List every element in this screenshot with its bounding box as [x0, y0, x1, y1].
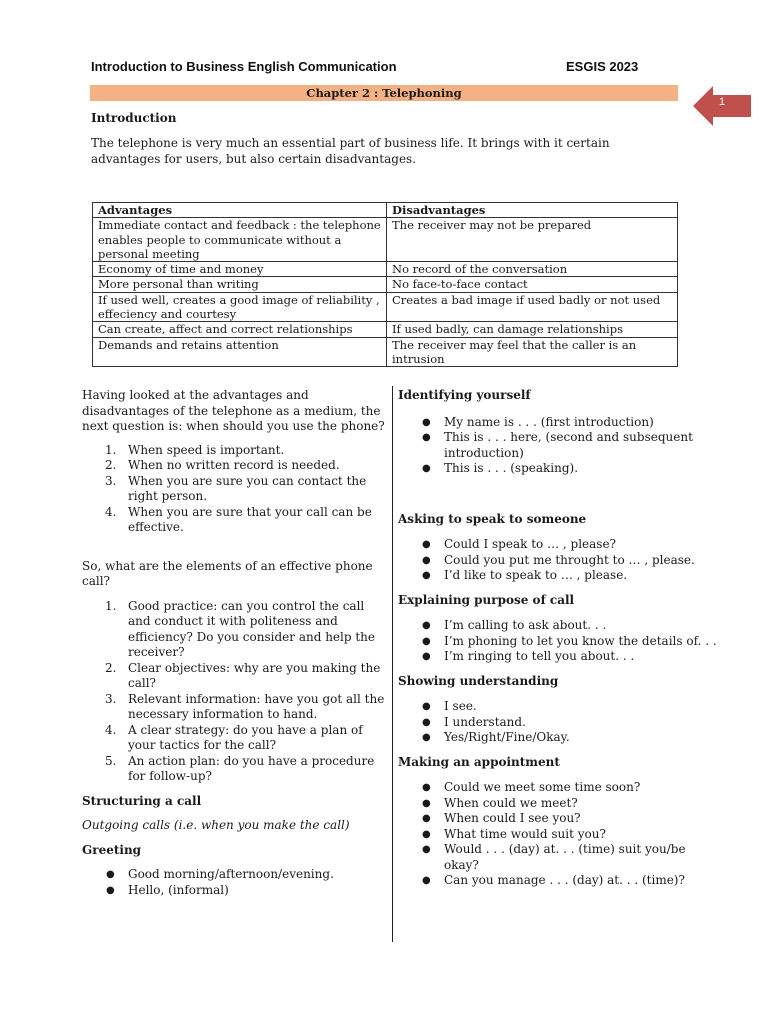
table-cell: Demands and retains attention	[93, 337, 387, 367]
list-item: 1. When speed is important.	[105, 442, 285, 457]
document-header-title: Introduction to Business English Communication	[91, 59, 397, 74]
table-cell: Economy of time and money	[93, 262, 387, 277]
list-item: ● Could you put me throught to … , please.	[422, 552, 695, 567]
identifying-list	[398, 415, 718, 477]
left-column	[82, 388, 387, 898]
table-row	[93, 337, 678, 367]
list-item: ● Hello, (informal)	[106, 882, 229, 897]
list-item: 1. Good practice: can you control the call and conduct it with politeness and efficiency? Do you consider and help the receiver?	[105, 598, 376, 659]
list-item: ● My name is . . . (first introduction)	[422, 414, 654, 429]
advantages-disadvantages-table	[92, 202, 678, 367]
structuring-heading: Structuring a call	[82, 793, 202, 808]
table-header-disadvantages: Disadvantages	[387, 203, 678, 218]
table-header-row	[93, 203, 678, 218]
list-item: 2. Clear objectives: why are you making the call?	[105, 660, 381, 690]
table-cell: No face-to-face contact	[387, 277, 678, 292]
table-header-advantages: Advantages	[93, 203, 387, 218]
list-item: ● Could I speak to … , please?	[422, 537, 616, 551]
identifying-heading: Identifying yourself	[398, 388, 531, 402]
table-cell: If used badly, can damage relationships	[387, 322, 678, 337]
understanding-list	[398, 699, 718, 746]
list-item: ● Yes/Right/Fine/Okay.	[422, 730, 570, 744]
table-row	[93, 262, 678, 277]
list-item: 4. A clear strategy: do you have a plan of your tactics for the call?	[105, 722, 363, 752]
introduction-heading: Introduction	[91, 111, 177, 125]
page-number: 1	[718, 96, 726, 108]
purpose-list	[398, 618, 718, 665]
table-cell: Creates a bad image if used badly or not used	[387, 292, 678, 322]
list-item: ● Good morning/afternoon/evening.	[106, 867, 334, 881]
column-divider	[392, 386, 393, 942]
greeting-heading: Greeting	[82, 842, 142, 857]
list-item: ● I’m calling to ask about. . .	[422, 618, 607, 632]
table-cell: Immediate contact and feedback : the telephone enables people to communicate without a personal meeting	[93, 218, 387, 262]
purpose-heading: Explaining purpose of call	[398, 592, 575, 607]
effective-call-paragraph: So, what are the elements of an effective phone call?	[82, 558, 373, 588]
when-to-call-list	[82, 443, 387, 536]
table-cell: If used well, creates a good image of reliability , effeciency and courtesy	[93, 292, 387, 322]
appointment-list	[398, 780, 718, 889]
list-item: 5. An action plan: do you have a procedure for follow-up?	[105, 753, 375, 783]
table-row	[93, 292, 678, 322]
table-cell: More personal than writing	[93, 277, 387, 292]
introduction-paragraph: The telephone is very much an essential part of business life. It brings with it certain advantages for users, but also certain disadvantages.	[91, 136, 610, 166]
table-cell: The receiver may feel that the caller is an intrusion	[387, 337, 678, 367]
list-item: ● I understand.	[422, 714, 526, 729]
list-item: 3. When you are sure you can contact the right person.	[105, 473, 367, 503]
document-header-year: ESGIS 2023	[566, 59, 639, 74]
appointment-heading: Making an appointment	[398, 754, 560, 769]
asking-list	[398, 537, 718, 584]
understanding-heading: Showing understanding	[398, 673, 559, 688]
list-item: ● I’d like to speak to … , please.	[422, 568, 628, 582]
effective-call-elements-list	[82, 599, 387, 785]
right-column	[398, 388, 718, 889]
table-cell: Can create, affect and correct relationships	[93, 322, 387, 337]
table-cell: No record of the conversation	[387, 262, 678, 277]
list-item: ● What time would suit you?	[422, 826, 606, 841]
list-item: ● This is . . . here, (second and subsequent introduction)	[422, 430, 693, 460]
greeting-list	[82, 867, 387, 898]
list-item: ● Could we meet some time soon?	[422, 780, 641, 794]
list-item: ● This is . . . (speaking).	[422, 461, 579, 475]
list-item: ● Would . . . (day) at. . . (time) suit you/be okay?	[422, 842, 686, 872]
when-to-call-paragraph: Having looked at the advantages and disadvantages of the telephone as a medium, the next question is: when should you use the phone?	[82, 388, 385, 433]
list-item: ● When could I see you?	[422, 811, 581, 825]
list-item: 2. When no written record is needed.	[105, 458, 340, 472]
chapter-title-bar: Chapter 2 : Telephoning	[90, 85, 678, 101]
list-item: ● Can you manage . . . (day) at. . . (time)?	[422, 873, 685, 887]
table-row	[93, 322, 678, 337]
list-item: ● I see.	[422, 699, 477, 713]
table-row	[93, 218, 678, 262]
list-item: ● When could we meet?	[422, 795, 578, 810]
list-item: 3. Relevant information: have you got all the necessary information to hand.	[105, 691, 385, 721]
list-item: ● I’m ringing to tell you about. . .	[422, 649, 635, 663]
list-item: ● I’m phoning to let you know the details of. . .	[422, 633, 717, 648]
list-item: 4. When you are sure that your call can be effective.	[105, 504, 372, 534]
asking-heading: Asking to speak to someone	[398, 511, 587, 526]
outgoing-calls-subheading: Outgoing calls (i.e. when you make the call)	[82, 818, 350, 832]
table-cell: The receiver may not be prepared	[387, 218, 678, 262]
table-row	[93, 277, 678, 292]
